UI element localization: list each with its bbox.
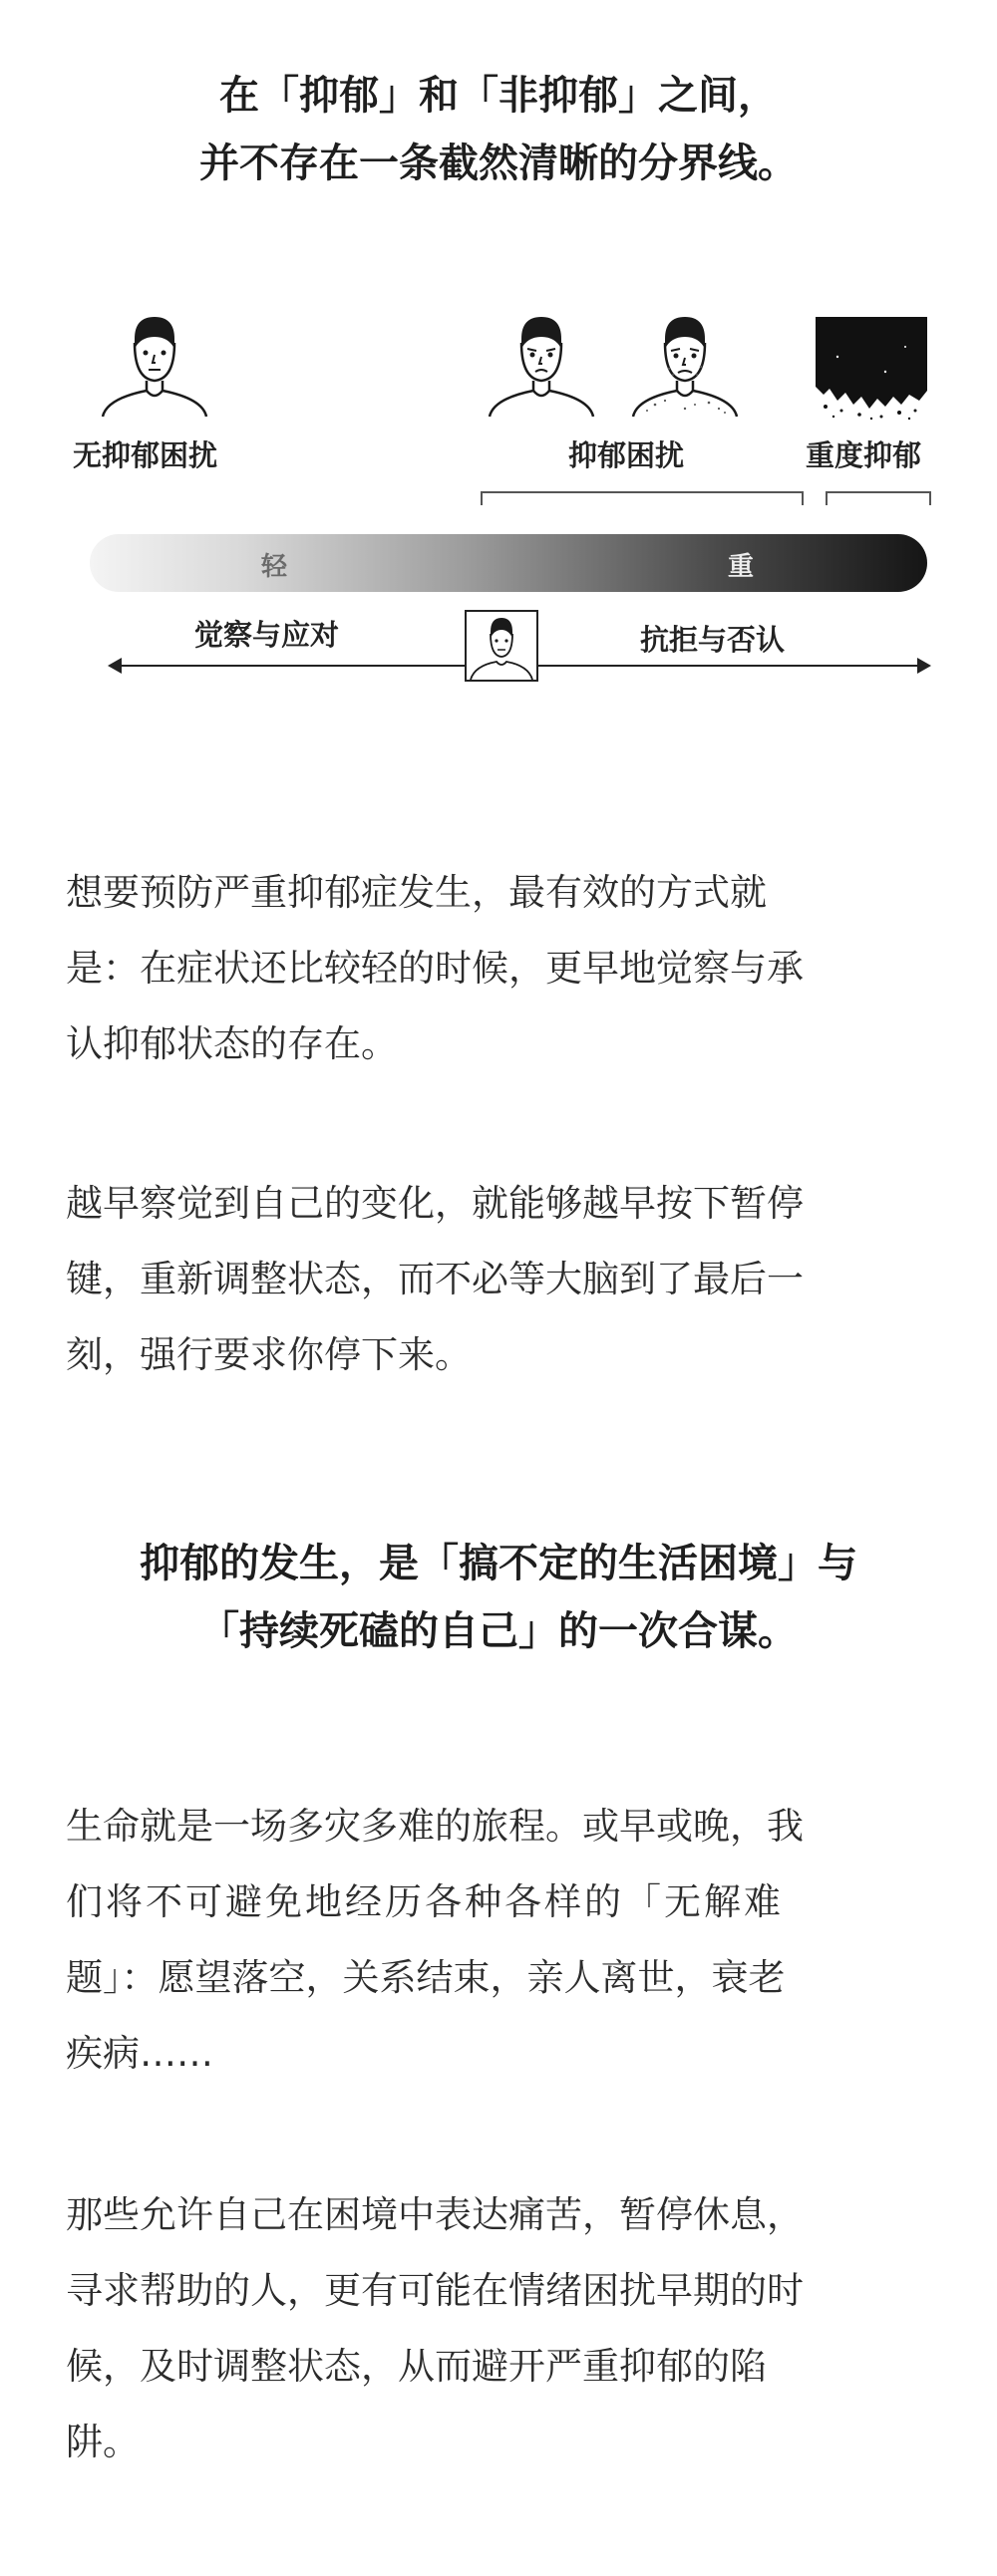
paragraph-line: 们将不可避免地经历各种各样的「无解难 — [66, 1880, 784, 1923]
paragraph-line: 候，及时调整状态，从而避开严重抑郁的陷 — [66, 2345, 767, 2388]
arrow-left-icon — [108, 658, 122, 674]
heading-boundary-line2: 并不存在一条截然清晰的分界线。 — [199, 141, 798, 186]
person-portrait-icon — [465, 610, 538, 682]
paragraph-line: 阱。 — [66, 2421, 140, 2463]
heading-conspiracy — [0, 1530, 997, 1665]
paragraph-line: 疾病…… — [66, 2032, 213, 2075]
paragraph-line: 题」：愿望落空，关系结束，亲人离世，衰老 — [66, 1956, 786, 1999]
paragraph-line: 认抑郁状态的存在。 — [66, 1022, 398, 1065]
paragraph-seek-help — [66, 2177, 939, 2480]
paragraph-line: 寻求帮助的人，更有可能在情绪困扰早期的时 — [66, 2269, 804, 2312]
paragraph-line: 那些允许自己在困境中表达痛苦，暂停休息， — [66, 2193, 804, 2236]
label-no-distress: 无抑郁困扰 — [73, 438, 218, 472]
bracket-distress-range — [481, 491, 804, 505]
worried-face-illustration — [482, 309, 601, 419]
paragraph-line: 键，重新调整状态，而不必等大脑到了最后一 — [66, 1258, 804, 1300]
calm-face-illustration — [95, 309, 214, 419]
paragraph-line: 是：在症状还比较轻的时候，更早地觉察与承 — [66, 947, 804, 990]
sad-face-illustration — [625, 309, 745, 419]
severe-depression-illustration — [816, 317, 927, 421]
heading-conspiracy-line1: 抑郁的发生，是「搞不定的生活困境」与 — [140, 1541, 857, 1586]
label-severe-depression: 重度抑郁 — [806, 438, 922, 472]
paragraph-early-detection — [66, 855, 939, 1082]
bar-label-heavy: 重 — [728, 552, 755, 582]
bar-label-light: 轻 — [261, 552, 288, 582]
depression-spectrum-figure — [0, 289, 997, 688]
paragraph-line: 想要预防严重抑郁症发生，最有效的方式就 — [66, 871, 767, 914]
label-awareness-coping: 觉察与应对 — [194, 618, 340, 652]
paragraph-life-journey — [66, 1789, 939, 2092]
bracket-severe-range — [826, 491, 931, 505]
label-resistance-denial: 抗拒与否认 — [640, 623, 786, 657]
paragraph-pause-button — [66, 1166, 939, 1393]
label-depressive-distress: 抑郁困扰 — [568, 438, 685, 472]
heading-boundary — [0, 62, 997, 197]
heading-boundary-line1: 在「抑郁」和「非抑郁」之间， — [219, 73, 778, 119]
paragraph-line: 生命就是一场多灾多难的旅程。或早或晚，我 — [66, 1805, 804, 1848]
severity-gradient-bar — [90, 534, 927, 592]
arrow-right-icon — [917, 658, 931, 674]
heading-conspiracy-line2: 「持续死磕的自己」的一次合谋。 — [199, 1608, 798, 1654]
paragraph-line: 刻，强行要求你停下来。 — [66, 1333, 472, 1376]
paragraph-line: 越早察觉到自己的变化，就能够越早按下暂停 — [66, 1182, 804, 1225]
